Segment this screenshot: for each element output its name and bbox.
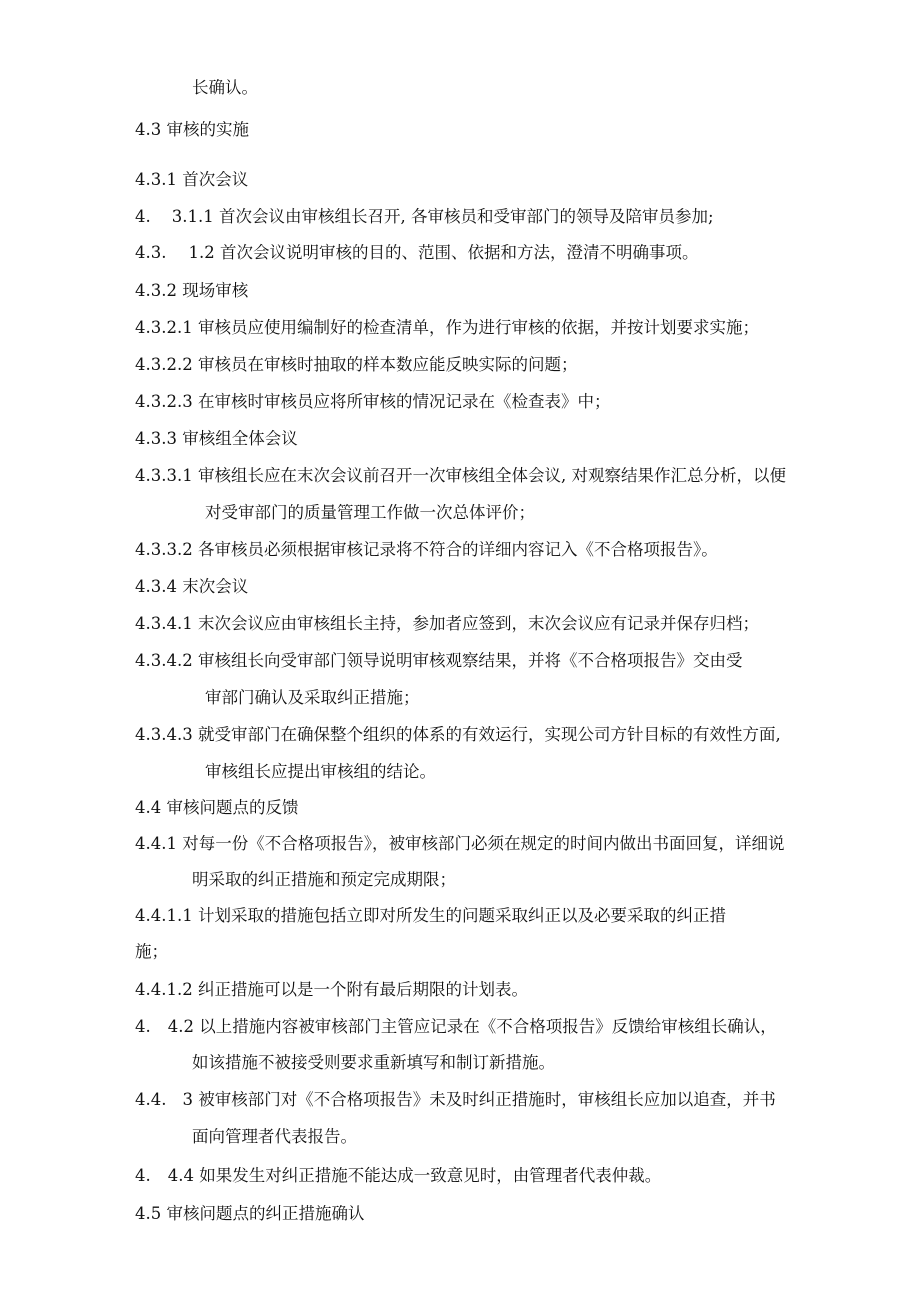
subsection-heading: 4.3.4 末次会议 <box>135 577 249 596</box>
text-line: 4.4.1.2 纠正措施可以是一个附有最后期限的计划表。 <box>135 980 528 999</box>
clause-prefix: 4.4. <box>135 1090 167 1109</box>
text-line <box>135 207 714 227</box>
subsection-heading: 4.3.1 首次会议 <box>135 170 249 189</box>
clause-text: 4.2 以上措施内容被审核部门主管应记录在《不合格项报告》反馈给审核组长确认， <box>167 1017 777 1036</box>
clause-text: 3 被审核部门对《不合格项报告》未及时纠正措施时，审核组长应加以追查，并书 <box>182 1090 776 1109</box>
clause-prefix: 4. <box>135 1166 151 1185</box>
text-line: 4.3.3.2 各审核员必须根据审核记录将不符合的详细内容记入《不合格项报告》。 <box>135 540 718 559</box>
text-line: 4.4.1 对每一份《不合格项报告》，被审核部门必须在规定的时间内做出书面回复，详细说 <box>135 834 785 853</box>
text-line: 4.4.1.1 计划采取的措施包括立即对所发生的问题采取纠正以及必要采取的纠正措 <box>135 906 726 925</box>
clause-prefix: 4. <box>135 1017 151 1036</box>
text-line <box>135 1090 776 1110</box>
text-line: 施； <box>135 942 168 961</box>
text-line: 对受审部门的质量管理工作做一次总体评价； <box>205 503 535 522</box>
clause-prefix: 4.3. <box>135 243 167 262</box>
clause-text: 1.2 首次会议说明审核的目的、范围、依据和方法，澄清不明确事项。 <box>188 243 699 262</box>
subsection-heading: 4.3.3 审核组全体会议 <box>135 429 298 448</box>
text-line: 4.3.2.3 在审核时审核员应将所审核的情况记录在《检查表》中； <box>135 392 611 411</box>
text-line <box>135 1017 777 1037</box>
text-line: 4.3.2.1 审核员应使用编制好的检查清单，作为进行审核的依据，并按计划要求实施； <box>135 318 759 337</box>
section-heading: 4.5 审核问题点的纠正措施确认 <box>135 1204 365 1223</box>
text-line: 4.3.4.3 就受审部门在确保整个组织的体系的有效运行，实现公司方针目标的有效性方面, <box>135 725 781 744</box>
clause-prefix: 4. <box>135 207 151 226</box>
text-line: 4.3.2.2 审核员在审核时抽取的样本数应能反映实际的问题； <box>135 355 578 374</box>
section-heading: 4.3 审核的实施 <box>135 120 249 139</box>
clause-text: 3.1.1 首次会议由审核组长召开, 各审核员和受审部门的领导及陪审员参加; <box>171 207 714 226</box>
text-line: 审核组长应提出审核组的结论。 <box>205 762 436 781</box>
text-line: 明采取的纠正措施和预定完成期限； <box>192 870 456 889</box>
text-line: 审部门确认及采取纠正措施； <box>205 688 420 707</box>
text-line <box>135 243 699 263</box>
text-line: 4.3.4.1 末次会议应由审核组长主持，参加者应签到，末次会议应有记录并保存归档； <box>135 614 759 633</box>
section-heading: 4.4 审核问题点的反馈 <box>135 798 299 817</box>
text-line: 长确认。 <box>192 78 258 97</box>
text-line <box>135 1166 661 1186</box>
text-line: 4.3.4.2 审核组长向受审部门领导说明审核观察结果，并将《不合格项报告》交由受 <box>135 651 743 670</box>
subsection-heading: 4.3.2 现场审核 <box>135 281 249 300</box>
clause-text: 4.4 如果发生对纠正措施不能达成一致意见时，由管理者代表仲裁。 <box>167 1166 662 1185</box>
text-line: 如该措施不被接受则要求重新填写和制订新措施。 <box>192 1053 555 1072</box>
text-line: 4.3.3.1 审核组长应在末次会议前召开一次审核组全体会议, 对观察结果作汇总分析，以便 <box>135 466 786 485</box>
text-line: 面向管理者代表报告。 <box>192 1127 357 1146</box>
